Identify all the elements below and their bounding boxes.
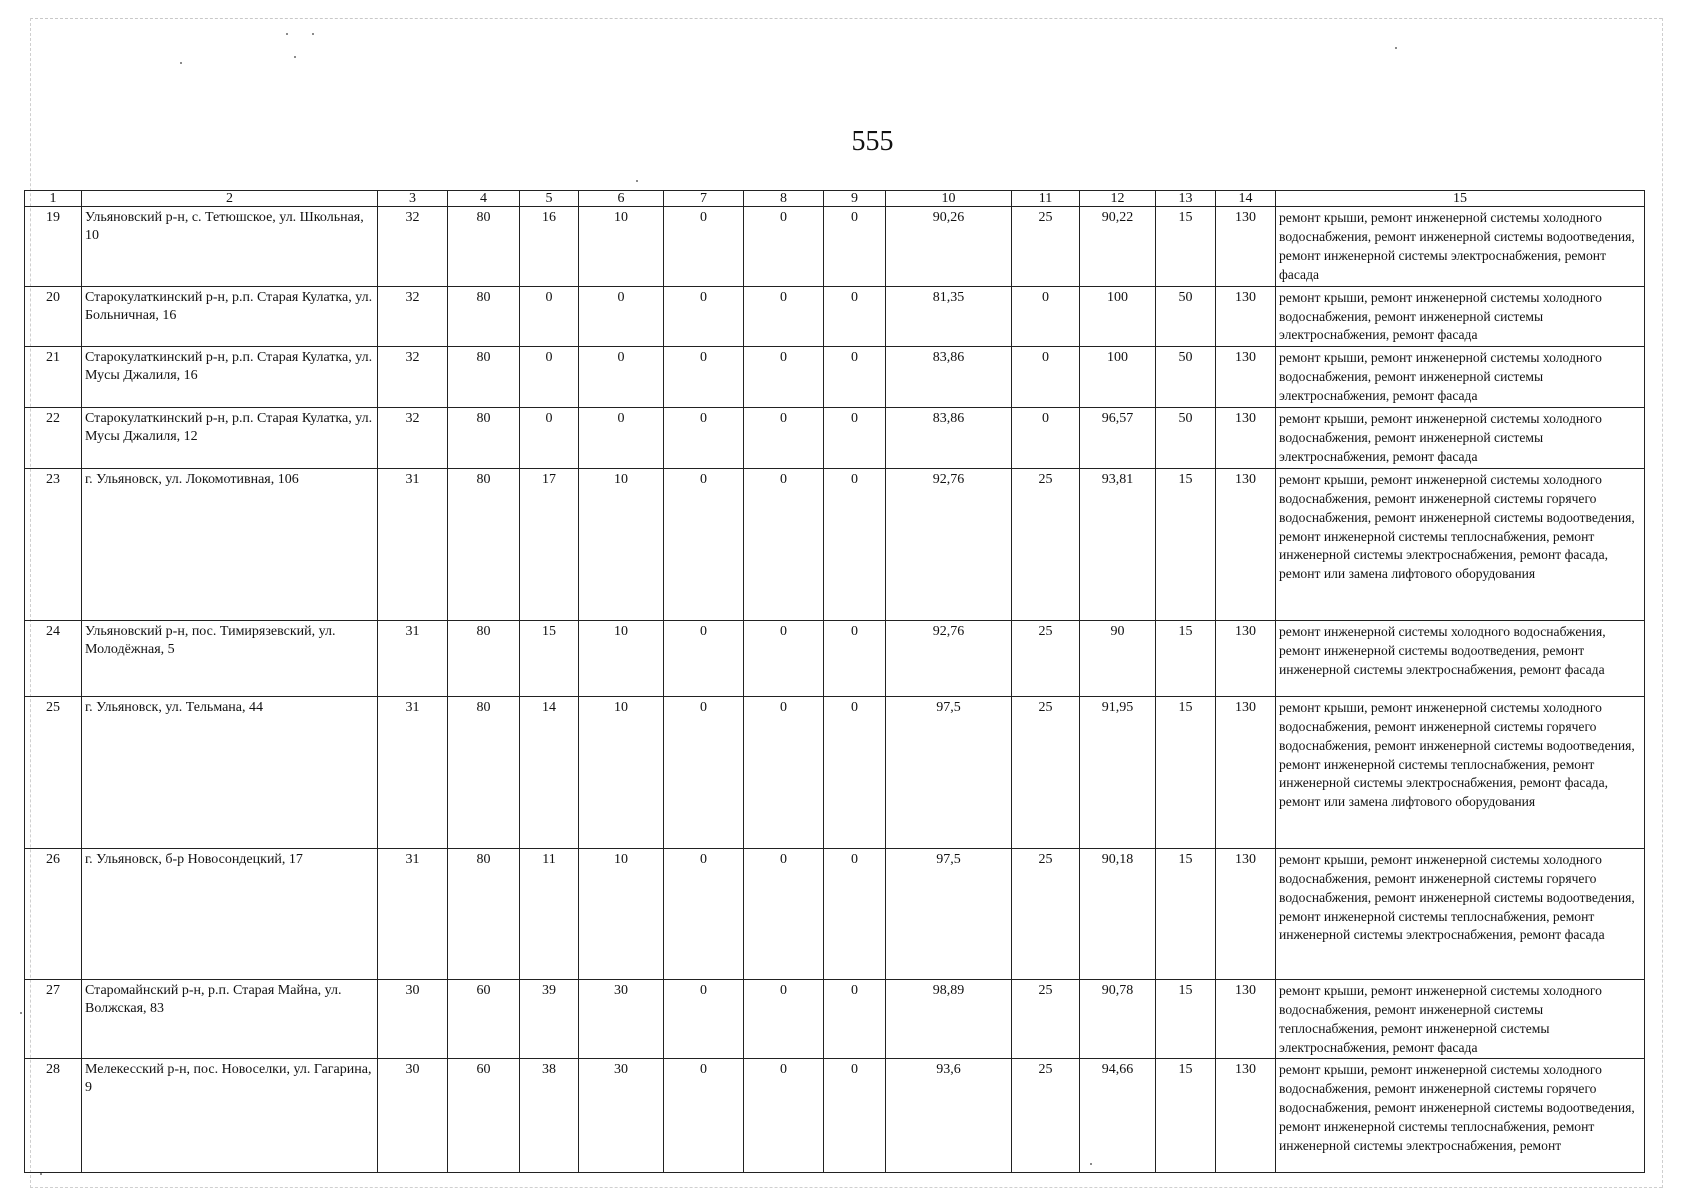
cell-col-6: 0 [579,347,664,408]
address-cell: г. Ульяновск, ул. Тельмана, 44 [82,696,378,848]
cell-col-8: 0 [744,468,824,620]
table-row [25,979,1645,1059]
cell-col-4: 80 [448,468,520,620]
cell-col-6: 0 [579,408,664,469]
cell-col-8: 0 [744,347,824,408]
cell-col-3: 32 [378,408,448,469]
column-header: 15 [1276,191,1645,207]
page-number: 555 [851,126,894,157]
cell-col-7: 0 [664,1059,744,1173]
row-number: 19 [25,207,82,287]
scan-border-bottom [30,1187,1662,1188]
cell-col-5: 11 [520,848,579,979]
cell-col-4: 80 [448,286,520,347]
cell-col-12: 96,57 [1080,408,1156,469]
column-header: 3 [378,191,448,207]
cell-col-8: 0 [744,286,824,347]
cell-col-6: 10 [579,696,664,848]
row-number: 25 [25,696,82,848]
cell-col-4: 60 [448,979,520,1059]
table-row [25,468,1645,620]
cell-col-11: 25 [1012,979,1080,1059]
cell-col-14: 130 [1216,1059,1276,1173]
cell-col-3: 31 [378,696,448,848]
cell-col-14: 130 [1216,286,1276,347]
column-header: 12 [1080,191,1156,207]
cell-col-4: 80 [448,696,520,848]
cell-col-9: 0 [824,696,886,848]
column-header: 14 [1216,191,1276,207]
cell-col-5: 15 [520,620,579,696]
column-header: 10 [886,191,1012,207]
address-cell: Старомайнский р-н, р.п. Старая Майна, ул. Волжская, 83 [82,979,378,1059]
works-cell: ремонт крыши, ремонт инженерной системы холодного водоснабжения, ремонт инженерной системы электроснабжения, ремонт фасада [1276,408,1645,469]
cell-col-9: 0 [824,620,886,696]
cell-col-11: 25 [1012,207,1080,287]
cell-col-10: 83,86 [886,408,1012,469]
cell-col-14: 130 [1216,848,1276,979]
cell-col-6: 30 [579,979,664,1059]
table-row [25,347,1645,408]
cell-col-5: 38 [520,1059,579,1173]
cell-col-7: 0 [664,347,744,408]
cell-col-13: 15 [1156,696,1216,848]
cell-col-9: 0 [824,468,886,620]
address-cell: г. Ульяновск, б-р Новосондецкий, 17 [82,848,378,979]
cell-col-13: 15 [1156,1059,1216,1173]
cell-col-10: 83,86 [886,347,1012,408]
cell-col-5: 16 [520,207,579,287]
cell-col-10: 92,76 [886,620,1012,696]
cell-col-14: 130 [1216,620,1276,696]
cell-col-4: 80 [448,620,520,696]
works-cell: ремонт крыши, ремонт инженерной системы холодного водоснабжения, ремонт инженерной системы теплоснабжения, ремонт инженерной системы электроснабжения, ремонт фасада [1276,979,1645,1059]
cell-col-11: 25 [1012,620,1080,696]
scan-speck [1395,47,1397,49]
column-header: 9 [824,191,886,207]
cell-col-3: 31 [378,620,448,696]
table-row [25,1059,1645,1173]
scan-speck [294,56,296,58]
address-cell: Старокулаткинский р-н, р.п. Старая Кулатка, ул. Мусы Джалиля, 16 [82,347,378,408]
cell-col-8: 0 [744,408,824,469]
table-row [25,696,1645,848]
cell-col-4: 80 [448,408,520,469]
cell-col-3: 30 [378,979,448,1059]
row-number: 24 [25,620,82,696]
cell-col-10: 90,26 [886,207,1012,287]
cell-col-5: 17 [520,468,579,620]
cell-col-12: 90 [1080,620,1156,696]
works-cell: ремонт крыши, ремонт инженерной системы холодного водоснабжения, ремонт инженерной системы водоотведения, ремонт инженерной системы электроснабжения, ремонт фасада [1276,207,1645,287]
column-header: 11 [1012,191,1080,207]
cell-col-11: 0 [1012,347,1080,408]
works-cell: ремонт крыши, ремонт инженерной системы холодного водоснабжения, ремонт инженерной системы электроснабжения, ремонт фасада [1276,286,1645,347]
cell-col-12: 100 [1080,347,1156,408]
cell-col-5: 0 [520,286,579,347]
scan-speck [312,33,314,35]
cell-col-9: 0 [824,408,886,469]
address-cell: г. Ульяновск, ул. Локомотивная, 106 [82,468,378,620]
works-cell: ремонт крыши, ремонт инженерной системы холодного водоснабжения, ремонт инженерной системы электроснабжения, ремонт фасада [1276,347,1645,408]
cell-col-6: 30 [579,1059,664,1173]
cell-col-6: 10 [579,848,664,979]
cell-col-5: 0 [520,347,579,408]
cell-col-3: 32 [378,347,448,408]
address-cell: Старокулаткинский р-н, р.п. Старая Кулатка, ул. Больничная, 16 [82,286,378,347]
table-row [25,207,1645,287]
row-number: 26 [25,848,82,979]
cell-col-7: 0 [664,286,744,347]
works-cell: ремонт крыши, ремонт инженерной системы холодного водоснабжения, ремонт инженерной системы горячего водоснабжения, ремонт инженерной системы водоотведения, ремонт инженерной системы теплоснабжения, ремонт инженерной системы электроснабжения, ремонт фасада, ремонт или замена лифтового оборудования [1276,468,1645,620]
scan-border-right [1662,18,1663,1188]
cell-col-8: 0 [744,620,824,696]
cell-col-11: 25 [1012,468,1080,620]
column-number-header-row [25,191,1645,207]
cell-col-10: 97,5 [886,848,1012,979]
row-number: 23 [25,468,82,620]
cell-col-10: 98,89 [886,979,1012,1059]
cell-col-13: 50 [1156,286,1216,347]
cell-col-9: 0 [824,1059,886,1173]
cell-col-5: 39 [520,979,579,1059]
table-row [25,286,1645,347]
cell-col-8: 0 [744,696,824,848]
cell-col-13: 50 [1156,408,1216,469]
cell-col-11: 0 [1012,408,1080,469]
works-cell: ремонт крыши, ремонт инженерной системы холодного водоснабжения, ремонт инженерной системы горячего водоснабжения, ремонт инженерной системы водоотведения, ремонт инженерной системы теплоснабжения, ремонт инженерной системы электроснабжения, ремонт фасада, ремонт или замена лифтового оборудования [1276,696,1645,848]
cell-col-6: 10 [579,468,664,620]
cell-col-11: 0 [1012,286,1080,347]
cell-col-12: 93,81 [1080,468,1156,620]
scan-speck [286,33,288,35]
cell-col-4: 60 [448,1059,520,1173]
cell-col-12: 91,95 [1080,696,1156,848]
cell-col-4: 80 [448,347,520,408]
address-cell: Ульяновский р-н, с. Тетюшское, ул. Школьная, 10 [82,207,378,287]
address-cell: Ульяновский р-н, пос. Тимирязевский, ул. Молодёжная, 5 [82,620,378,696]
row-number: 21 [25,347,82,408]
cell-col-5: 0 [520,408,579,469]
cell-col-10: 92,76 [886,468,1012,620]
cell-col-10: 81,35 [886,286,1012,347]
works-cell: ремонт инженерной системы холодного водоснабжения, ремонт инженерной системы водоотведения, ремонт инженерной системы электроснабжения, ремонт фасада [1276,620,1645,696]
cell-col-13: 15 [1156,620,1216,696]
cell-col-8: 0 [744,979,824,1059]
cell-col-6: 10 [579,207,664,287]
cell-col-8: 0 [744,1059,824,1173]
scan-speck [20,1012,22,1014]
cell-col-13: 50 [1156,347,1216,408]
table-row [25,848,1645,979]
cell-col-4: 80 [448,848,520,979]
cell-col-3: 32 [378,207,448,287]
scan-speck [636,180,638,182]
cell-col-8: 0 [744,848,824,979]
column-header: 6 [579,191,664,207]
cell-col-14: 130 [1216,468,1276,620]
column-header: 13 [1156,191,1216,207]
repair-program-table [24,190,1645,1173]
column-header: 4 [448,191,520,207]
column-header: 1 [25,191,82,207]
column-header: 5 [520,191,579,207]
cell-col-9: 0 [824,207,886,287]
scan-speck [180,62,182,64]
cell-col-10: 97,5 [886,696,1012,848]
cell-col-13: 15 [1156,207,1216,287]
cell-col-14: 130 [1216,696,1276,848]
cell-col-12: 90,22 [1080,207,1156,287]
table-row [25,408,1645,469]
column-header: 7 [664,191,744,207]
cell-col-13: 15 [1156,848,1216,979]
cell-col-9: 0 [824,286,886,347]
cell-col-14: 130 [1216,207,1276,287]
cell-col-11: 25 [1012,1059,1080,1173]
cell-col-14: 130 [1216,979,1276,1059]
cell-col-12: 90,18 [1080,848,1156,979]
cell-col-12: 100 [1080,286,1156,347]
cell-col-10: 93,6 [886,1059,1012,1173]
cell-col-7: 0 [664,408,744,469]
works-cell: ремонт крыши, ремонт инженерной системы холодного водоснабжения, ремонт инженерной системы горячего водоснабжения, ремонт инженерной системы водоотведения, ремонт инженерной системы теплоснабжения, ремонт инженерной системы электроснабжения, ремонт фасада [1276,848,1645,979]
cell-col-6: 10 [579,620,664,696]
cell-col-3: 31 [378,468,448,620]
address-cell: Мелекесский р-н, пос. Новоселки, ул. Гагарина, 9 [82,1059,378,1173]
cell-col-11: 25 [1012,696,1080,848]
cell-col-9: 0 [824,347,886,408]
cell-col-14: 130 [1216,408,1276,469]
cell-col-8: 0 [744,207,824,287]
cell-col-13: 15 [1156,979,1216,1059]
cell-col-3: 31 [378,848,448,979]
cell-col-6: 0 [579,286,664,347]
cell-col-14: 130 [1216,347,1276,408]
cell-col-4: 80 [448,207,520,287]
cell-col-7: 0 [664,620,744,696]
cell-col-9: 0 [824,979,886,1059]
cell-col-7: 0 [664,696,744,848]
cell-col-3: 30 [378,1059,448,1173]
scan-border-top [30,18,1662,19]
cell-col-5: 14 [520,696,579,848]
cell-col-7: 0 [664,979,744,1059]
row-number: 22 [25,408,82,469]
column-header: 2 [82,191,378,207]
row-number: 27 [25,979,82,1059]
column-header: 8 [744,191,824,207]
row-number: 28 [25,1059,82,1173]
cell-col-13: 15 [1156,468,1216,620]
cell-col-3: 32 [378,286,448,347]
cell-col-12: 94,66 [1080,1059,1156,1173]
cell-col-7: 0 [664,848,744,979]
cell-col-9: 0 [824,848,886,979]
works-cell: ремонт крыши, ремонт инженерной системы холодного водоснабжения, ремонт инженерной системы горячего водоснабжения, ремонт инженерной системы водоотведения, ремонт инженерной системы теплоснабжения, ремонт инженерной системы электроснабжения, ремонт [1276,1059,1645,1173]
cell-col-12: 90,78 [1080,979,1156,1059]
address-cell: Старокулаткинский р-н, р.п. Старая Кулатка, ул. Мусы Джалиля, 12 [82,408,378,469]
cell-col-7: 0 [664,207,744,287]
cell-col-7: 0 [664,468,744,620]
table-row [25,620,1645,696]
row-number: 20 [25,286,82,347]
cell-col-11: 25 [1012,848,1080,979]
